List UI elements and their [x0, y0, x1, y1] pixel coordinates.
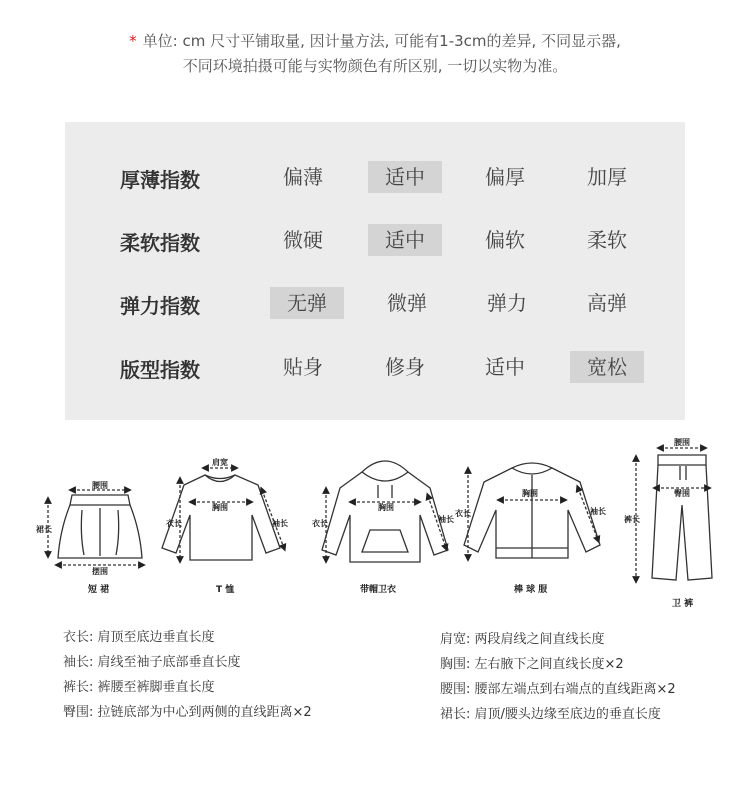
definition-desc: 拉链底部为中心到两侧的直线距离×2 — [97, 705, 312, 720]
thickness-option-3: 偏厚 — [485, 165, 525, 189]
elasticity-option-3: 弹力 — [487, 291, 527, 315]
tshirt-length-label: 衣长 — [166, 519, 182, 528]
definition-desc: 裤腰至裤脚垂直长度 — [97, 680, 215, 695]
definition-desc: 肩线至袖子底部垂直长度 — [97, 655, 241, 670]
hoodie-sleeve-label: 袖长 — [438, 515, 454, 524]
skirt-drawing — [48, 490, 142, 565]
pants-length-label: 裤长 — [624, 515, 640, 524]
index-label-elasticity: 弹力指数 — [120, 294, 200, 318]
definition-right-1 — [440, 628, 605, 647]
skirt-length-label: 裙长 — [36, 525, 52, 534]
definition-left-1 — [63, 626, 215, 645]
pants-waist-label: 腰围 — [674, 438, 690, 447]
definition-term: 裙长: — [440, 707, 471, 722]
fit-option-2: 修身 — [385, 355, 425, 379]
thickness-option-1: 偏薄 — [283, 165, 323, 189]
definition-left-4 — [63, 701, 312, 720]
definition-left-2 — [63, 651, 241, 670]
caption-tshirt: T 恤 — [216, 585, 235, 595]
definition-term: 袖长: — [63, 655, 94, 670]
index-label-softness: 柔软指数 — [120, 231, 200, 255]
definition-desc: 肩顶/腰头边缘至底边的垂直长度 — [474, 707, 661, 722]
elasticity-option-2: 微弹 — [387, 291, 427, 315]
index-label-fit: 版型指数 — [120, 358, 200, 382]
definition-term: 臀围: — [63, 705, 94, 720]
caption-pants: 卫 裤 — [672, 599, 694, 609]
baseball-sleeve-label: 袖长 — [590, 507, 606, 516]
definition-right-3 — [440, 678, 676, 697]
notice-line-1-text: 单位: cm 尺寸平铺取量, 因计量方法, 可能有1-3cm的差异, 不同显示器, — [142, 32, 621, 50]
caption-skirt: 短 裙 — [88, 585, 110, 595]
softness-option-4: 柔软 — [587, 228, 627, 252]
definition-term: 胸围: — [440, 657, 471, 672]
softness-option-1: 微硬 — [283, 228, 323, 252]
index-label-thickness: 厚薄指数 — [120, 168, 200, 192]
notice-star: * — [129, 32, 137, 50]
notice-line-2: 不同环境拍摄可能与实物颜色有所区别, 一切以实物为准。 — [182, 57, 568, 75]
definition-term: 裤长: — [63, 680, 94, 695]
definition-desc: 两段肩线之间直线长度 — [474, 632, 605, 647]
tshirt-shoulder-label: 肩宽 — [212, 458, 228, 467]
tshirt-sleeve-label: 袖长 — [272, 519, 288, 528]
skirt-waist-label: 腰围 — [92, 481, 108, 490]
thickness-option-4: 加厚 — [587, 165, 627, 189]
softness-option-3: 偏软 — [485, 228, 525, 252]
definition-right-2 — [440, 653, 624, 672]
softness-option-2-selected: 适中 — [368, 224, 442, 256]
skirt-hem-label: 摆围 — [92, 567, 108, 576]
caption-hoodie: 带帽卫衣 — [360, 585, 397, 595]
fit-option-1: 贴身 — [283, 355, 323, 379]
fit-option-4-selected: 宽松 — [570, 351, 644, 383]
thickness-option-2-selected: 适中 — [368, 161, 442, 193]
notice-line-1 — [0, 30, 750, 51]
definition-term: 肩宽: — [440, 632, 471, 647]
definition-term: 腰围: — [440, 682, 471, 697]
hoodie-length-label: 衣长 — [312, 519, 328, 528]
tshirt-chest-label: 胸围 — [212, 503, 228, 512]
elasticity-option-4: 高弹 — [587, 291, 627, 315]
baseball-chest-label: 胸围 — [522, 489, 538, 498]
tshirt-drawing — [162, 468, 284, 560]
hoodie-chest-label: 胸围 — [378, 503, 394, 512]
fabric-index-panel — [65, 122, 685, 420]
caption-baseball: 棒 球 服 — [514, 585, 548, 595]
definition-right-4 — [440, 703, 661, 722]
baseball-length-label: 衣长 — [455, 509, 471, 518]
definition-desc: 腰部左端点到右端点的直线距离×2 — [474, 682, 676, 697]
pants-hip-label: 臀围 — [674, 489, 690, 498]
definition-desc: 肩顶至底边垂直长度 — [97, 630, 215, 645]
pants-drawing — [636, 448, 712, 580]
fit-option-3: 适中 — [485, 355, 525, 379]
baseball-jacket-drawing — [464, 463, 600, 558]
definition-desc: 左右腋下之间直线长度×2 — [474, 657, 624, 672]
elasticity-option-1-selected: 无弹 — [270, 287, 344, 319]
definition-left-3 — [63, 676, 215, 695]
definition-term: 衣长: — [63, 630, 94, 645]
